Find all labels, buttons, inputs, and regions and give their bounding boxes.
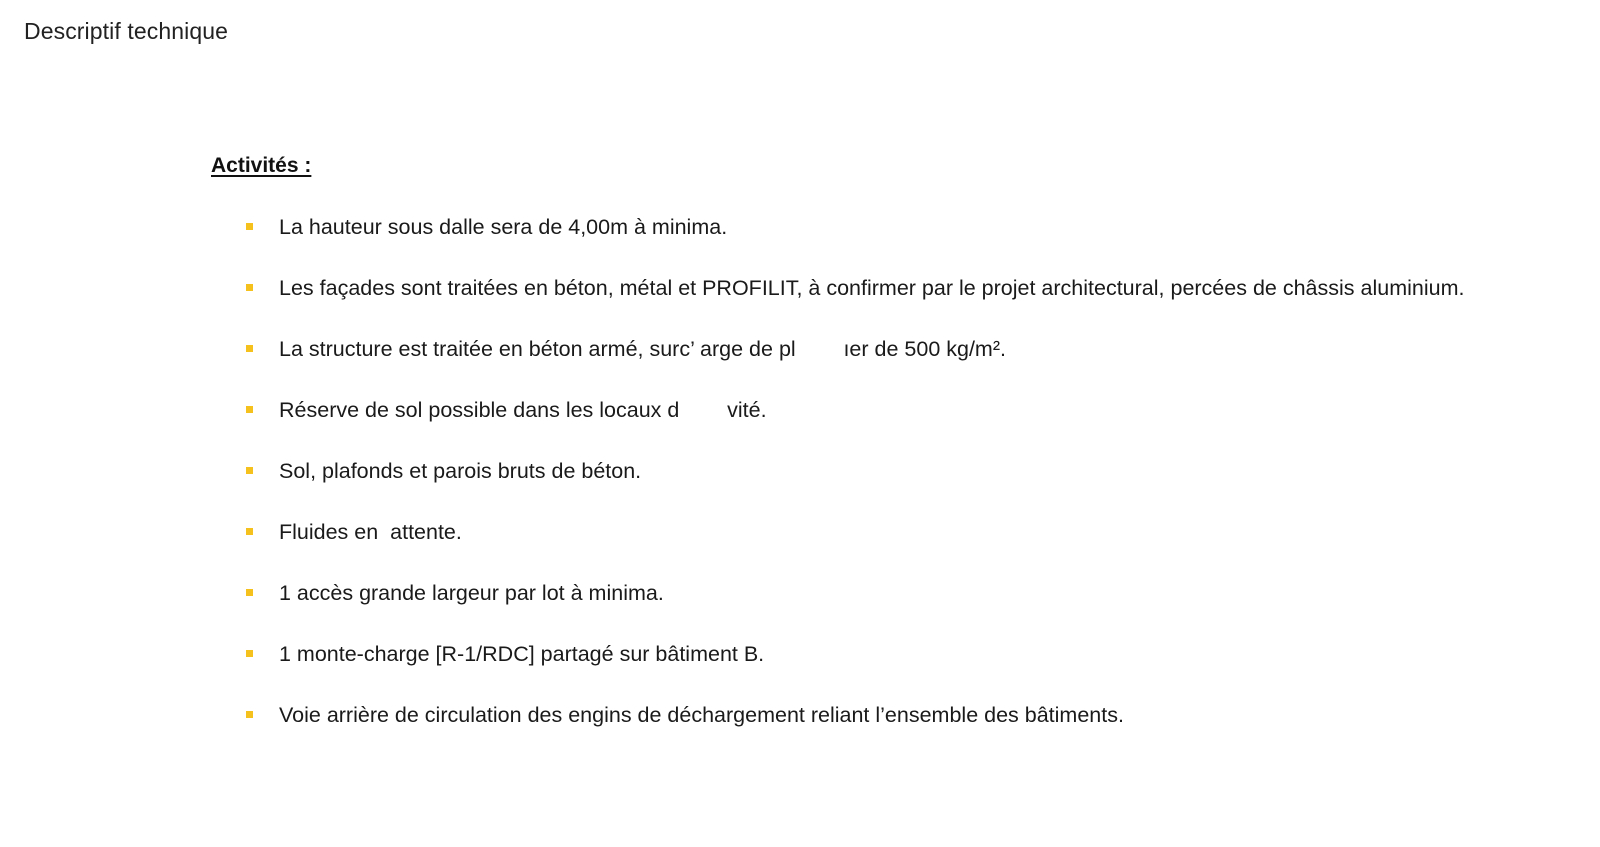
list-item bbox=[211, 394, 1551, 426]
section-title: Activités : bbox=[211, 154, 312, 177]
list-item-text: Les façades sont traitées en béton, métal et PROFILIT, à confirmer par le projet architectural, percées de châssis aluminium. bbox=[279, 276, 1465, 300]
list-item bbox=[211, 638, 1551, 670]
square-bullet-icon bbox=[246, 284, 253, 291]
activities-section bbox=[211, 154, 1551, 731]
list-item bbox=[211, 699, 1551, 731]
list-item-text: La hauteur sous dalle sera de 4,00m à minima. bbox=[279, 215, 728, 239]
square-bullet-icon bbox=[246, 650, 253, 657]
list-item-text: Voie arrière de circulation des engins de déchargement reliant l’ensemble des bâtiments. bbox=[279, 703, 1124, 727]
list-item-text: Réserve de sol possible dans les locaux d vité. bbox=[279, 398, 767, 422]
list-item bbox=[211, 516, 1551, 548]
list-item bbox=[211, 333, 1551, 365]
list-item bbox=[211, 455, 1551, 487]
document-header: Descriptif technique bbox=[24, 18, 228, 44]
bullet-list bbox=[211, 211, 1551, 731]
list-item-text: 1 accès grande largeur par lot à minima. bbox=[279, 581, 664, 605]
square-bullet-icon bbox=[246, 345, 253, 352]
list-item bbox=[211, 211, 1551, 243]
square-bullet-icon bbox=[246, 406, 253, 413]
square-bullet-icon bbox=[246, 223, 253, 230]
list-item bbox=[211, 577, 1551, 609]
list-item bbox=[211, 272, 1551, 304]
square-bullet-icon bbox=[246, 528, 253, 535]
list-item-text: Fluides en attente. bbox=[279, 520, 462, 544]
square-bullet-icon bbox=[246, 467, 253, 474]
list-item-text: 1 monte-charge [R-1/RDC] partagé sur bâtiment B. bbox=[279, 642, 765, 666]
square-bullet-icon bbox=[246, 589, 253, 596]
list-item-text: Sol, plafonds et parois bruts de béton. bbox=[279, 459, 642, 483]
square-bullet-icon bbox=[246, 711, 253, 718]
list-item-text: La structure est traitée en béton armé, surc’ arge de pl ıer de 500 kg/m². bbox=[279, 337, 1006, 361]
